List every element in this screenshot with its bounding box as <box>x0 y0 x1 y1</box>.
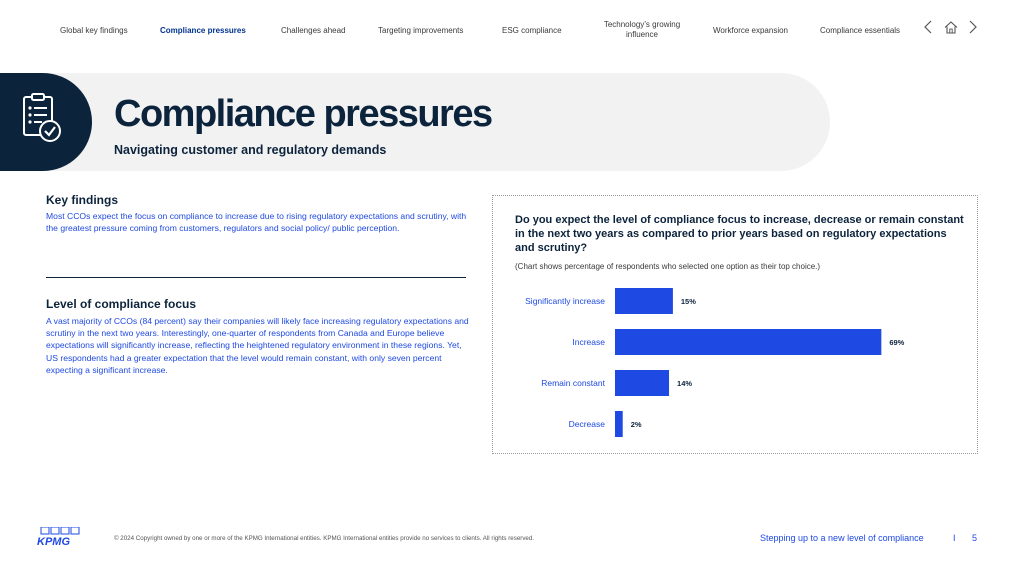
kpmg-logo-text: KPMG <box>37 536 70 547</box>
kpmg-logo <box>36 527 84 552</box>
category-label: Remain constant <box>541 378 605 388</box>
nav-item-global-key-findings[interactable]: Global key findings <box>60 26 128 35</box>
compliance-focus-bar-chart <box>500 280 970 440</box>
nav-item-esg-compliance[interactable]: ESG compliance <box>502 26 562 35</box>
bar <box>615 411 623 437</box>
chevron-left-icon[interactable] <box>923 20 933 39</box>
page-title: Compliance pressures <box>114 93 492 135</box>
chart-question: Do you expect the level of compliance focus to increase, decrease or remain constant in the next two years as compared to prior years based on regulatory expectations and scrutiny? <box>515 214 964 254</box>
category-label: Increase <box>572 337 605 347</box>
nav-item-compliance-essentials[interactable]: Compliance essentials <box>820 26 901 35</box>
nav-item-challenges-ahead[interactable]: Challenges ahead <box>281 26 346 35</box>
nav-item-targeting-improvements[interactable]: Targeting improvements <box>378 26 464 35</box>
nav-item-technology-influence[interactable]: Technology’s growing influence <box>603 20 681 39</box>
data-label: 14% <box>677 379 693 388</box>
data-label: 15% <box>680 297 696 306</box>
nav-item-workforce-expansion[interactable]: Workforce expansion <box>713 26 788 35</box>
page-number: 5 <box>972 533 978 543</box>
category-label: Significantly increase <box>525 296 605 306</box>
top-navigation <box>0 0 1024 60</box>
data-label: 2% <box>630 420 642 429</box>
category-label: Decrease <box>568 419 605 429</box>
footer-tagline: Stepping up to a new level of compliance <box>760 533 924 543</box>
footer-separator: I <box>953 533 956 543</box>
bar <box>615 370 669 396</box>
key-findings-heading: Key findings <box>46 193 119 207</box>
data-label: 69% <box>889 338 905 347</box>
bar <box>615 288 673 314</box>
nav-item-compliance-pressures[interactable]: Compliance pressures <box>160 26 246 35</box>
bar <box>615 329 881 355</box>
compliance-focus-body: A vast majority of CCOs (84 percent) say their companies will likely face increasing regulatory expectations and scrutiny in the next two years. Interestingly, one-quarter of respondents from Canada and Europe believe expectations will significantly increase, reflecting the heightened regulatory environment in these regions. Yet, US respondents had a greater expectation that the level would remain constant, with only seven percent expecting a significant increase. <box>46 316 469 375</box>
section-divider <box>46 277 466 278</box>
chevron-right-icon[interactable] <box>968 20 978 39</box>
chart-note: (Chart shows percentage of respondents who selected one option as their top choice.) <box>515 262 821 271</box>
home-icon[interactable] <box>944 21 958 39</box>
key-findings-body: Most CCOs expect the focus on compliance to increase due to rising regulatory expectations and scrutiny, with the greatest pressure coming from customers, regulators and social policy/ public perception. <box>46 211 467 234</box>
copyright-notice: © 2024 Copyright owned by one or more of the KPMG International entities. KPMG International entities provide no services to clients. All rights reserved. <box>114 535 535 542</box>
compliance-focus-heading: Level of compliance focus <box>46 297 197 311</box>
page-subtitle: Navigating customer and regulatory demands <box>114 143 387 157</box>
